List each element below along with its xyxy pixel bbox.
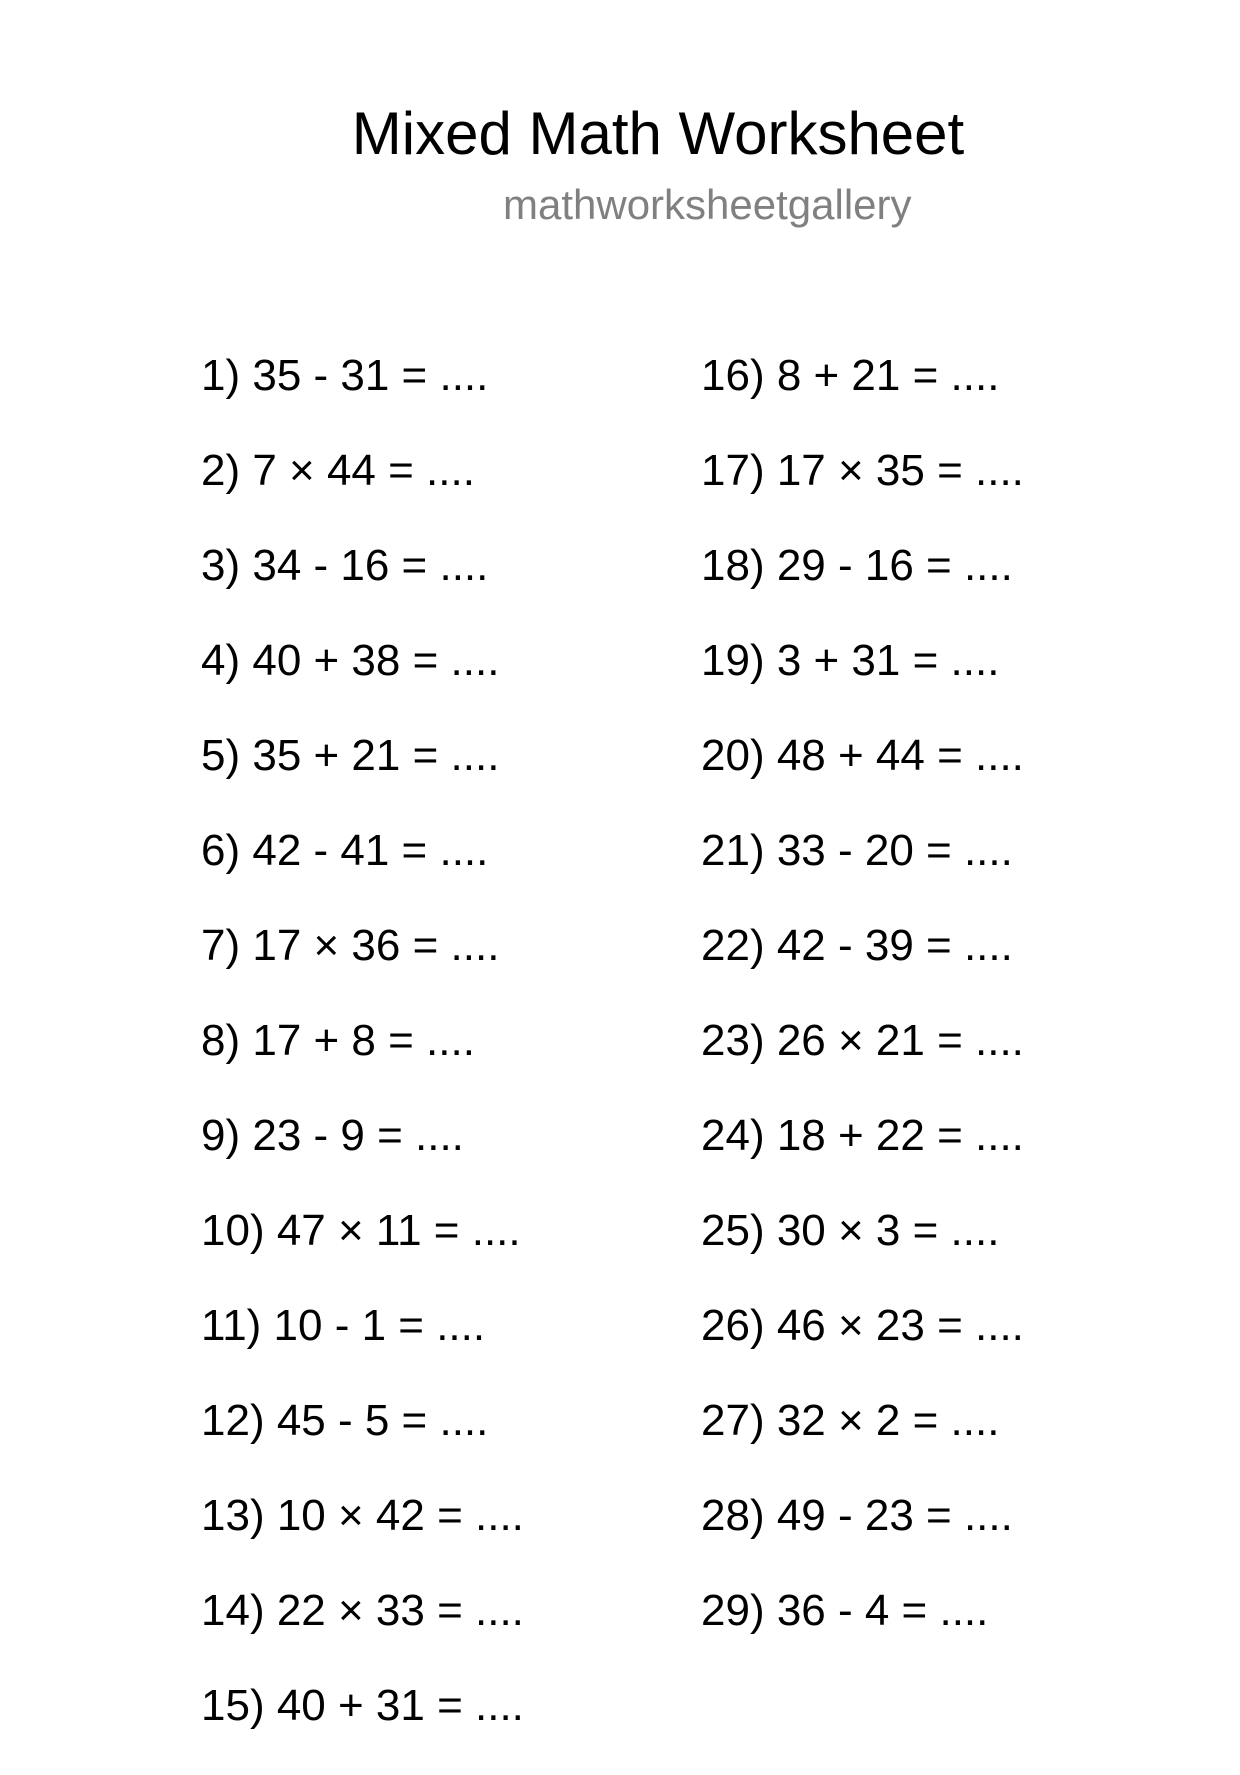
problem-item: 10) 47 × 11 = .... bbox=[201, 1206, 521, 1255]
problem-item: 28) 49 - 23 = .... bbox=[701, 1491, 1013, 1540]
problem-item: 25) 30 × 3 = .... bbox=[701, 1206, 1000, 1255]
problem-item: 29) 36 - 4 = .... bbox=[701, 1586, 989, 1635]
problem-item: 17) 17 × 35 = .... bbox=[701, 446, 1024, 495]
problem-item: 12) 45 - 5 = .... bbox=[201, 1396, 489, 1445]
problem-item: 19) 3 + 31 = .... bbox=[701, 636, 1000, 685]
problem-item: 20) 48 + 44 = .... bbox=[701, 731, 1024, 780]
problem-item: 5) 35 + 21 = .... bbox=[201, 731, 500, 780]
worksheet-title: Mixed Math Worksheet bbox=[351, 100, 965, 167]
problem-item: 11) 10 - 1 = .... bbox=[201, 1301, 486, 1350]
problem-item: 13) 10 × 42 = .... bbox=[201, 1491, 524, 1540]
problem-item: 15) 40 + 31 = .... bbox=[201, 1681, 524, 1730]
problem-item: 9) 23 - 9 = .... bbox=[201, 1111, 464, 1160]
problem-item: 27) 32 × 2 = .... bbox=[701, 1396, 1000, 1445]
problem-item: 26) 46 × 23 = .... bbox=[701, 1301, 1024, 1350]
problem-item: 23) 26 × 21 = .... bbox=[701, 1016, 1024, 1065]
problem-item: 3) 34 - 16 = .... bbox=[201, 541, 489, 590]
problem-item: 8) 17 + 8 = .... bbox=[201, 1016, 475, 1065]
problem-item: 22) 42 - 39 = .... bbox=[701, 921, 1013, 970]
problem-item: 6) 42 - 41 = .... bbox=[201, 826, 489, 875]
problems-column-right bbox=[701, 350, 1024, 1680]
problem-item: 16) 8 + 21 = .... bbox=[701, 351, 1000, 400]
problem-item: 1) 35 - 31 = .... bbox=[201, 351, 489, 400]
problem-item: 18) 29 - 16 = .... bbox=[701, 541, 1013, 590]
problem-item: 7) 17 × 36 = .... bbox=[201, 921, 500, 970]
problem-item: 21) 33 - 20 = .... bbox=[701, 826, 1013, 875]
problem-item: 2) 7 × 44 = .... bbox=[201, 446, 475, 495]
worksheet-source: mathworksheetgallery bbox=[503, 181, 912, 228]
problem-item: 4) 40 + 38 = .... bbox=[201, 636, 500, 685]
problem-item: 14) 22 × 33 = .... bbox=[201, 1586, 524, 1635]
problems-column-left bbox=[201, 350, 524, 1775]
problem-item: 24) 18 + 22 = .... bbox=[701, 1111, 1024, 1160]
